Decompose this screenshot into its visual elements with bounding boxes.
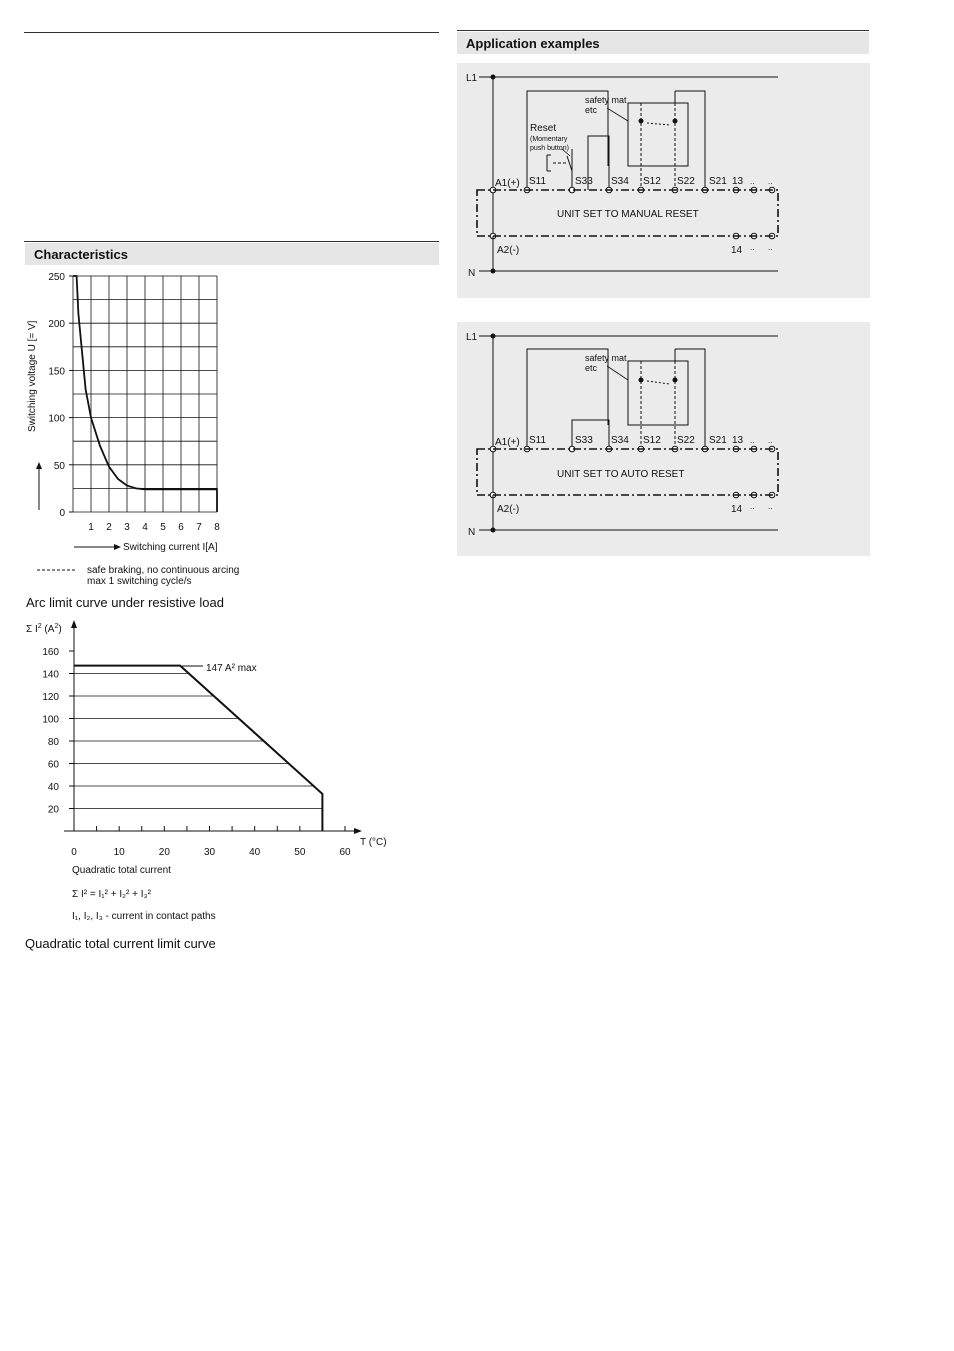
arc-x-tick-label: 2 <box>106 522 112 533</box>
arc-x-tick-label: 8 <box>214 522 220 533</box>
manual-n-label: N <box>468 268 476 279</box>
manual-dots: .. <box>768 243 773 252</box>
auto-a2-label: A2(-) <box>497 504 520 515</box>
quad-y-axis-label: Σ $I^2$ $(A^2)$ <box>26 623 62 635</box>
auto-unit-label: UNIT SET TO AUTO RESET <box>557 469 685 480</box>
manual-dots: .. <box>768 177 773 186</box>
auto-n-label: N <box>468 527 476 538</box>
manual-reset-sub1: (Momentary <box>530 136 568 143</box>
quad-y-tick-label: 60 <box>47 759 59 771</box>
arc-chart-caption: Arc limit curve under resistive load <box>26 595 224 610</box>
quad-formula: Σ I² = I₁² + I₂² + I₃² <box>72 889 151 900</box>
auto-dots: .. <box>750 436 755 445</box>
auto-reset-diagram <box>457 322 870 556</box>
arc-x-axis-label: Switching current I[A] <box>123 542 218 553</box>
manual-14-label: 14 <box>731 245 743 256</box>
manual-safety-mat-1: safety mat <box>585 95 627 105</box>
quad-x-tick-label: 30 <box>203 847 216 858</box>
manual-reset-diagram <box>457 63 870 298</box>
quad-y-arrow-head <box>71 620 77 628</box>
arc-x-tick-label: 6 <box>178 522 184 533</box>
quad-x-arrow-head <box>354 828 362 834</box>
quad-grid <box>74 674 322 809</box>
arc-y-tick-label: 50 <box>53 460 65 472</box>
quad-chart-caption: Quadratic total current limit curve <box>25 936 216 951</box>
quad-x-tick-label: 50 <box>294 847 306 858</box>
arc-x-tick-label: 1 <box>88 522 94 533</box>
manual-unit-label: UNIT SET TO MANUAL RESET <box>557 209 699 220</box>
application-heading: Application examples <box>457 32 869 54</box>
manual-s11-label: S11 <box>529 176 547 187</box>
auto-s12-label: S12 <box>643 435 661 446</box>
quad-y-tick-label: 160 <box>42 647 59 658</box>
auto-s34-label: S34 <box>611 435 629 446</box>
arc-x-tick-label: 5 <box>160 522 166 533</box>
auto-s21-label: S21 <box>709 435 727 446</box>
quadratic-current-chart <box>0 0 440 940</box>
arc-legend-line2: max 1 switching cycle/s <box>87 576 192 587</box>
auto-dots: .. <box>750 502 755 511</box>
quad-y-tick-label: 140 <box>42 669 59 681</box>
auto-dots: .. <box>768 502 773 511</box>
manual-a2-label: A2(-) <box>497 245 520 256</box>
auto-safety-mat-2: etc <box>585 363 598 373</box>
quad-x-tick-label: 40 <box>249 847 261 858</box>
manual-s33-label: S33 <box>575 176 593 187</box>
manual-a1-label: A1(+) <box>495 178 520 189</box>
arc-y-tick-label: 250 <box>48 272 65 283</box>
auto-s11-label: S11 <box>529 435 547 446</box>
quad-y-tick-label: 120 <box>42 692 59 703</box>
auto-s22-label: S22 <box>677 435 695 446</box>
arc-y-tick-label: 200 <box>48 319 65 331</box>
arc-x-tick-label: 4 <box>142 522 148 533</box>
application-rule <box>457 30 869 31</box>
arc-y-tick-label: 0 <box>59 508 65 519</box>
manual-13-label: 13 <box>732 176 744 187</box>
auto-14-label: 14 <box>731 504 743 515</box>
auto-13-label: 13 <box>732 435 744 446</box>
auto-a1-label: A1(+) <box>495 437 520 448</box>
auto-safety-mat-1: safety mat <box>585 353 627 363</box>
quad-limit-curve <box>74 666 322 831</box>
manual-safety-mat-2: etc <box>585 105 598 115</box>
auto-dots: .. <box>768 436 773 445</box>
quad-x-tick-label: 20 <box>158 847 170 858</box>
arc-y-axis-label: Switching voltage U [= V] <box>27 320 38 432</box>
manual-l1-label: L1 <box>466 73 478 84</box>
quad-x-tick-label: 60 <box>339 847 351 858</box>
quad-y-tick-label: 20 <box>47 804 59 816</box>
manual-reset-sub2: push button) <box>530 145 569 152</box>
auto-l1-label: L1 <box>466 332 478 343</box>
manual-s22-label: S22 <box>677 176 695 187</box>
arc-y-tick-label: 150 <box>48 366 65 378</box>
quad-y-tick-label: 40 <box>47 782 59 793</box>
manual-dots: .. <box>750 177 755 186</box>
quad-x-tick-label: 0 <box>71 847 77 858</box>
quad-y-tick-label: 100 <box>42 714 59 726</box>
quad-formula-title: Quadratic total current <box>72 865 171 876</box>
manual-reset-label: Reset <box>530 123 557 134</box>
auto-s33-label: S33 <box>575 435 593 446</box>
arc-x-tick-label: 7 <box>196 522 202 533</box>
manual-dots: .. <box>750 243 755 252</box>
manual-s34-label: S34 <box>611 176 629 187</box>
quad-annotation: 147 A² max <box>206 663 257 674</box>
manual-s12-label: S12 <box>643 176 661 187</box>
arc-y-tick-label: 100 <box>48 413 65 425</box>
quad-y-ticks <box>42 647 74 816</box>
characteristics-heading: Characteristics <box>25 243 439 265</box>
manual-s21-label: S21 <box>709 176 727 187</box>
quad-formula-note: I₁, I₂, I₃ - current in contact paths <box>72 911 216 922</box>
arc-legend-line1: safe braking, no continuous arcing <box>87 565 240 576</box>
quad-x-tick-label: 10 <box>113 847 125 858</box>
quad-y-tick-label: 80 <box>47 737 59 748</box>
quad-x-axis-label: T (°C) <box>360 837 387 848</box>
arc-x-tick-label: 3 <box>124 522 130 533</box>
